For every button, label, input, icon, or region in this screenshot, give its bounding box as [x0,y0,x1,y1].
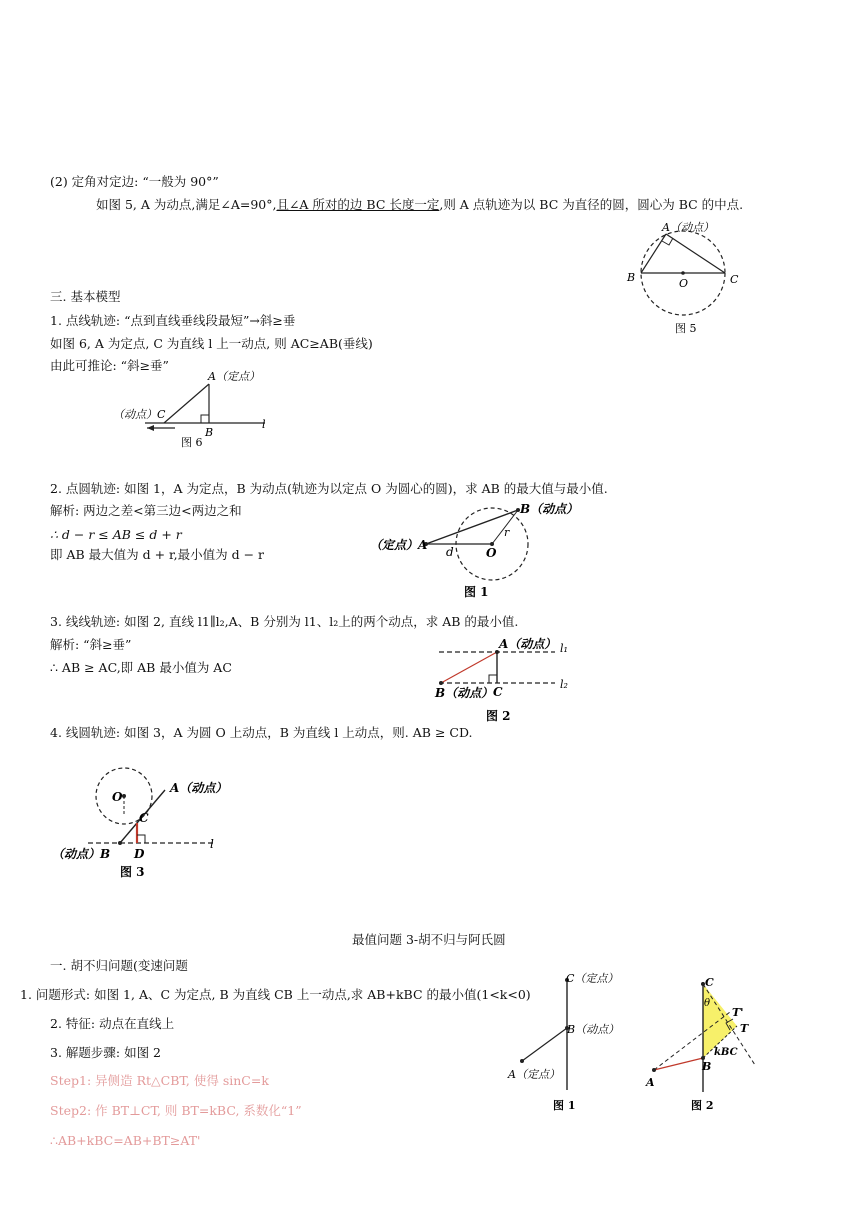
figB-label-a: A [646,1076,655,1089]
item3-line2: ∴ AB ≥ AC,即 AB 最小值为 AC [50,660,232,675]
part2-item3: 3. 解题步骤: 如图 2 [50,1045,162,1060]
fig6-caption: 图 6 [181,436,203,449]
figB-label-theta: θ [704,998,711,1009]
fig3-label-a: A（动点） [170,781,228,795]
item2-line3: 即 AB 最大值为 d + r,最小值为 d − r [50,547,265,562]
fig2-label-b: B（动点） [435,686,494,700]
fig5-caption: 图 5 [675,322,697,335]
part2-step2: Step2: 作 BT⊥CT, 则 BT=kBC, 系数化“1” [50,1103,302,1118]
fig2-caption: 图 2 [486,709,511,723]
figA-caption: 图 1 [553,1099,576,1112]
figure-5 [615,215,755,340]
fig5-label-b: B [627,271,636,284]
fig1-label-r: r [504,526,510,539]
figA-label-c: C（定点） [566,972,619,985]
figA-label-b: B（动点） [567,1023,620,1036]
figB-label-b: B [702,1060,712,1073]
figure-2-line-line [425,630,585,730]
fig3-label-c: C [139,811,149,825]
item3-title: 3. 线线轨迹: 如图 2, 直线 l1∥l₂,A、B 分别为 l1、l₂上的两个动点，求 AB 的最小值. [50,614,519,629]
fig1-label-a: （定点）A [370,538,428,552]
section-heading-fixed-angle: (2) 定角对定边: “一般为 90°” [50,174,219,189]
fig5-label-a: A（动点） [662,221,714,234]
item2-line2: ∴ d − r ≤ AB ≤ d + r [50,527,182,542]
item1-title: 1. 点线轨迹: “点到直线垂线段最短”→斜≥垂 [50,313,296,328]
part2-conclusion: ∴AB+kBC=AB+BT≥AT' [50,1133,201,1148]
figB-label-tp: T' [732,1006,744,1019]
part2-item2: 2. 特征: 动点在直线上 [50,1016,175,1031]
item3-line1: 解析: “斜≥垂” [50,637,132,652]
fig3-label-o: O [112,790,123,804]
fig1-label-o: O [486,546,497,560]
figure-6 [105,366,280,456]
item1-line1: 如图 6, A 为定点, C 为直线 l 上一动点, 则 AC≥AB(垂线) [50,336,373,351]
fig3-label-d: D [134,847,145,861]
figure-1-point-circle [362,495,587,605]
figure-1-hubugui [500,965,625,1115]
figB-label-t: T [740,1022,749,1035]
fig6-label-a: A（定点） [208,370,260,383]
fig3-label-l: l [210,837,214,851]
figB-label-kbc: kBC [714,1047,738,1058]
item2-line1: 解析: 两边之差<第三边<两边之和 [50,503,242,518]
fig2-label-l2: l₂ [560,678,568,691]
underlined-condition: 且∠A 所对的边 BC 长度一定 [276,197,440,212]
figB-label-c: C [705,976,714,989]
item2-title: 2. 点圆轨迹: 如图 1，A 为定点，B 为动点(轨迹为以定点 O 为圆心的圆)，求 AB 的最大值与最小值. [50,481,608,496]
fig1-label-d: d [446,545,454,559]
fig1-label-b: B（动点） [520,502,579,516]
fig3-label-b: （动点）B [52,847,111,861]
part2-item1: 1. 问题形式: 如图 1, A、C 为定点, B 为直线 CB 上一动点,求 AB+kBC 的最小值(1<k<0) [20,987,531,1002]
section-heading-basic-models: 三. 基本模型 [50,289,121,304]
fig5-label-o: O [679,277,689,290]
fig2-label-a: A（动点） [499,637,557,651]
item1-line2: 由此可推论: “斜≥垂” [50,358,169,373]
part2-step1: Step1: 异侧造 Rt△CBT, 使得 sinC=k [50,1073,269,1088]
fig5-label-c: C [730,273,739,286]
figB-caption: 图 2 [691,1099,714,1112]
figure-3-line-circle [48,765,228,883]
paragraph-fig5-description: 如图 5, A 为动点,满足∠A=90°,且∠A 所对的边 BC 长度一定,则 A 点轨迹为以 BC 为直径的圆，圆心为 BC 的中点. [96,197,744,212]
fig6-label-l: l [262,418,266,431]
fig2-label-l1: l₁ [560,642,568,655]
part2-heading: 一. 胡不归问题(变速问题 [50,958,188,973]
fig2-label-c: C [493,685,503,699]
fig6-label-b: B [205,426,214,439]
fig6-label-c: （动点）C [113,408,166,421]
item4-title: 4. 线圆轨迹: 如图 3，A 为圆 O 上动点，B 为直线 l 上动点，则. AB ≥ CD. [50,725,473,740]
figure-2-hubugui [640,970,770,1115]
fig1-caption: 图 1 [464,585,489,599]
fig3-caption: 图 3 [120,865,145,879]
part2-title: 最值问题 3-胡不归与阿氏圆 [352,932,506,947]
figA-label-a: A（定点） [508,1068,560,1081]
